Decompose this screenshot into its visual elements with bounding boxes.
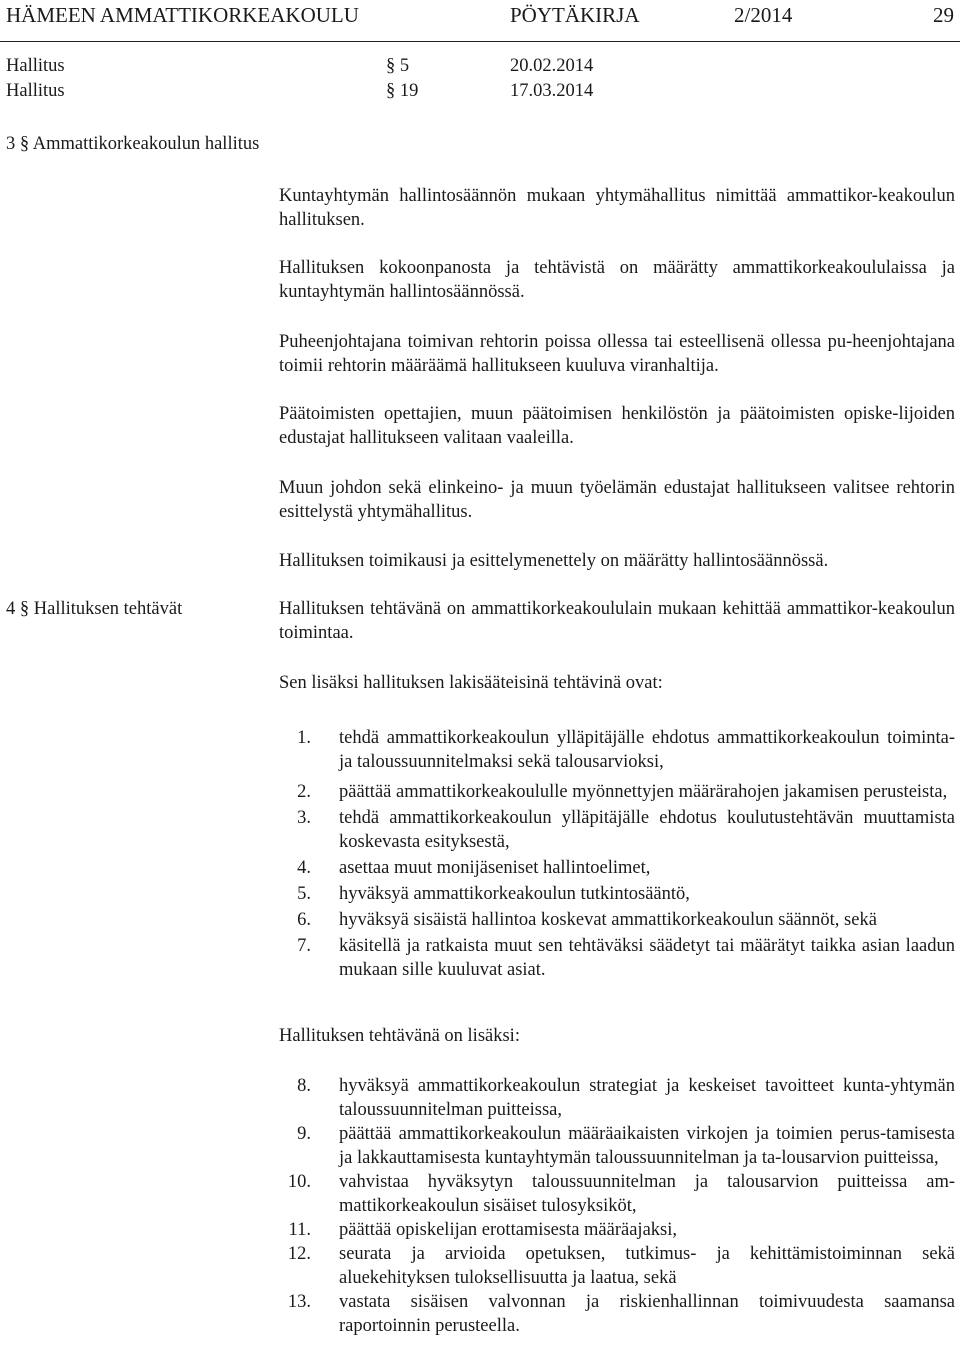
list-item	[279, 726, 955, 774]
section-4-intro	[279, 597, 955, 645]
meeting-body: Hallitus	[6, 81, 65, 101]
list-text: päättää ammattikorkeakoululle myönnettyjen määrärahojen jakamisen perusteista,	[339, 782, 948, 802]
list-text: vastata sisäisen valvonnan ja riskienhallinnan toimivuudesta saamansa raportoinnin perusteella.	[339, 1292, 955, 1336]
list-number: 9.	[297, 1124, 311, 1144]
document-type: PÖYTÄKIRJA	[510, 3, 640, 27]
page-number: 29	[933, 3, 954, 27]
list-number: 4.	[297, 858, 311, 878]
list-number: 6.	[297, 910, 311, 930]
list-item	[279, 934, 955, 982]
list-item	[279, 1074, 955, 1122]
list-item	[279, 1218, 955, 1242]
meeting-section: § 5	[386, 56, 410, 76]
section-4-lead	[279, 671, 955, 695]
paragraph-text: Muun johdon sekä elinkeino- ja muun työelämän edustajat hallitukseen valitsee rehtorin esittelystä yhtymähallitus.	[279, 478, 955, 522]
document-number: 2/2014	[734, 3, 793, 27]
list-item	[279, 1290, 955, 1338]
list-item	[279, 1242, 955, 1290]
list-text: tehdä ammattikorkeakoulun ylläpitäjälle ehdotus ammattikorkeakoulun toiminta- ja taloussuunnitelmaksi sekä talousarvioksi,	[339, 728, 955, 772]
section-3-heading: 3 § Ammattikorkeakoulun hallitus	[6, 134, 260, 154]
paragraph-text: Hallituksen toimikausi ja esittelymenettely on määrätty hallintosäännössä.	[279, 551, 829, 571]
paragraph-text: Hallituksen tehtävänä on ammattikorkeakoululain mukaan kehittää ammattikor-keakoulun toimintaa.	[279, 599, 955, 643]
additional-duties-lead	[279, 1024, 955, 1048]
list-number: 3.	[297, 808, 311, 828]
section-3-paragraph	[279, 330, 955, 378]
list-text: vahvistaa hyväksytyn taloussuunnitelman ja talousarvion puitteissa am-mattikorkeakoulun sisäiset tulosyksiköt,	[339, 1172, 955, 1216]
list-number: 5.	[297, 884, 311, 904]
paragraph-text: Sen lisäksi hallituksen lakisääteisinä tehtävinä ovat:	[279, 673, 663, 693]
section-3-paragraph	[279, 402, 955, 450]
paragraph-text: Puheenjohtajana toimivan rehtorin poissa ollessa tai esteellisenä ollessa pu-heenjohtajana toimii rehtorin määräämä hallitukseen kuuluva viranhaltija.	[279, 332, 955, 376]
list-number: 11.	[288, 1220, 311, 1240]
meeting-date: 20.02.2014	[510, 56, 594, 76]
header-divider	[0, 41, 960, 42]
additional-duties-list	[279, 1074, 955, 1338]
list-text: päättää opiskelijan erottamisesta määräajaksi,	[339, 1220, 677, 1240]
list-number: 2.	[297, 782, 311, 802]
list-item	[279, 1122, 955, 1170]
list-text: hyväksyä ammattikorkeakoulun strategiat ja keskeiset tavoitteet kunta-yhtymän taloussuunnitelman puitteissa,	[339, 1076, 955, 1120]
list-item	[279, 806, 955, 854]
list-text: hyväksyä ammattikorkeakoulun tutkintosääntö,	[339, 884, 690, 904]
list-number: 7.	[297, 936, 311, 956]
section-3-paragraph	[279, 184, 955, 232]
list-number: 1.	[297, 728, 311, 748]
list-item	[279, 780, 955, 804]
statutory-duties-list	[279, 726, 955, 982]
list-item	[279, 882, 955, 906]
meeting-date: 17.03.2014	[510, 81, 594, 101]
organization-name: HÄMEEN AMMATTIKORKEAKOULU	[6, 3, 359, 27]
paragraph-text: Hallituksen kokoonpanosta ja tehtävistä on määrätty ammattikorkeakoululaissa ja kuntayhtymän hallintosäännössä.	[279, 258, 955, 302]
list-text: hyväksyä sisäistä hallintoa koskevat ammattikorkeakoulun säännöt, sekä	[339, 910, 877, 930]
list-number: 8.	[297, 1076, 311, 1096]
list-text: tehdä ammattikorkeakoulun ylläpitäjälle ehdotus koulutustehtävän muuttamista koskevasta esityksestä,	[339, 808, 955, 852]
meeting-section: § 19	[386, 81, 419, 101]
section-3-paragraph	[279, 476, 955, 524]
paragraph-text: Hallituksen tehtävänä on lisäksi:	[279, 1026, 520, 1046]
list-number: 13.	[287, 1292, 311, 1312]
section-3-paragraph	[279, 256, 955, 304]
list-text: asettaa muut monijäseniset hallintoelimet,	[339, 858, 651, 878]
section-3-paragraph	[279, 549, 955, 573]
list-text: käsitellä ja ratkaista muut sen tehtäväksi säädetyt tai määrätyt taikka asian laadun mukaan sille kuuluvat asiat.	[339, 936, 955, 980]
paragraph-text: Kuntayhtymän hallintosäännön mukaan yhtymähallitus nimittää ammattikor-keakoulun hallituksen.	[279, 186, 955, 230]
list-item	[279, 1170, 955, 1218]
list-text: päättää ammattikorkeakoulun määräaikaisten virkojen ja toimien perus-tamisesta ja lakkauttamisesta kuntayhtymän taloussuunnitelman ja ta-lousarvion puitteissa,	[339, 1124, 955, 1168]
paragraph-text: Päätoimisten opettajien, muun päätoimisen henkilöstön ja päätoimisten opiske-lijoiden edustajat hallitukseen valitaan vaaleilla.	[279, 404, 955, 448]
list-item	[279, 908, 955, 932]
meeting-body: Hallitus	[6, 56, 65, 76]
list-number: 10.	[287, 1172, 311, 1192]
section-4-heading: 4 § Hallituksen tehtävät	[6, 599, 183, 619]
list-text: seurata ja arvioida opetuksen, tutkimus- ja kehittämistoiminnan sekä aluekehityksen tuloksellisuutta ja laatua, sekä	[339, 1244, 955, 1288]
list-number: 12.	[287, 1244, 311, 1264]
list-item	[279, 856, 955, 880]
